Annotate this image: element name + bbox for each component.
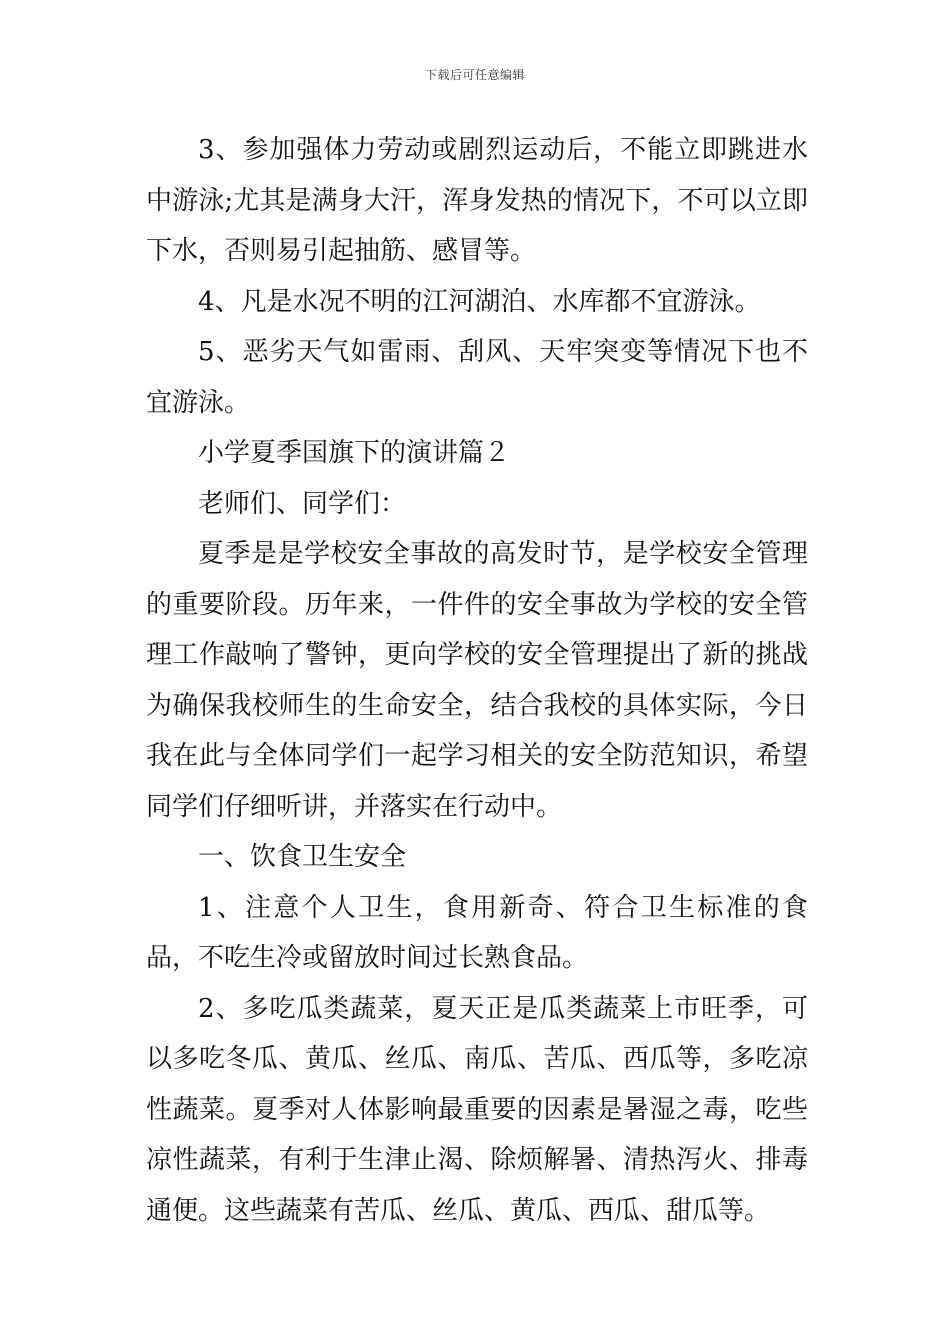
paragraph-swimming-rule-5: 5、恶劣天气如雷雨、刮风、天牢突变等情况下也不宜游泳。 (146, 337, 808, 418)
salutation: 老师们、同学们： (198, 488, 407, 519)
section-title: 小学夏季国旗下的演讲篇２ (198, 438, 511, 468)
document-body (146, 125, 808, 1236)
paragraph-swimming-rule-3: 3、参加强体力劳动或剧烈运动后，不能立即跳进水中游泳;尤其是满身大汗，浑身发热的情况下，不可以立即下水，否则易引起抽筋、感冒等。 (146, 135, 808, 266)
page-header-note: 下载后可任意编辑 (424, 68, 525, 82)
paragraph-food-rule-2: 2、多吃瓜类蔬菜，夏天正是瓜类蔬菜上市旺季，可以多吃冬瓜、黄瓜、丝瓜、南瓜、苦瓜、西瓜等，多吃凉性蔬菜。夏季对人体影响最重要的因素是暑湿之毒，吃些凉性蔬菜，有利于生津止渴、除烦解暑、清热泻火、排毒通便。这些蔬菜有苦瓜、丝瓜、黄瓜、西瓜、甜瓜等。 (146, 993, 808, 1226)
subsection-heading: 一、饮食卫生安全 (198, 842, 407, 872)
paragraph-swimming-rule-4: 4、凡是水况不明的江河湖泊、水库都不宜游泳。 (198, 286, 761, 317)
paragraph-food-rule-1: 1、注意个人卫生，食用新奇、符合卫生标准的食品，不吃生冷或留放时间过长熟食品。 (146, 892, 808, 973)
paragraph-intro: 夏季是是学校安全事故的高发时节，是学校安全管理的重要阶段。历年来，一件件的安全事故为学校的安全管理工作敲响了警钟，更向学校的安全管理提出了新的挑战为确保我校师生的生命安全，结合我校的具体实际，今日我在此与全体同学们一起学习相关的安全防范知识，希望同学们仔细听讲，并落实在行动中。 (146, 539, 808, 822)
